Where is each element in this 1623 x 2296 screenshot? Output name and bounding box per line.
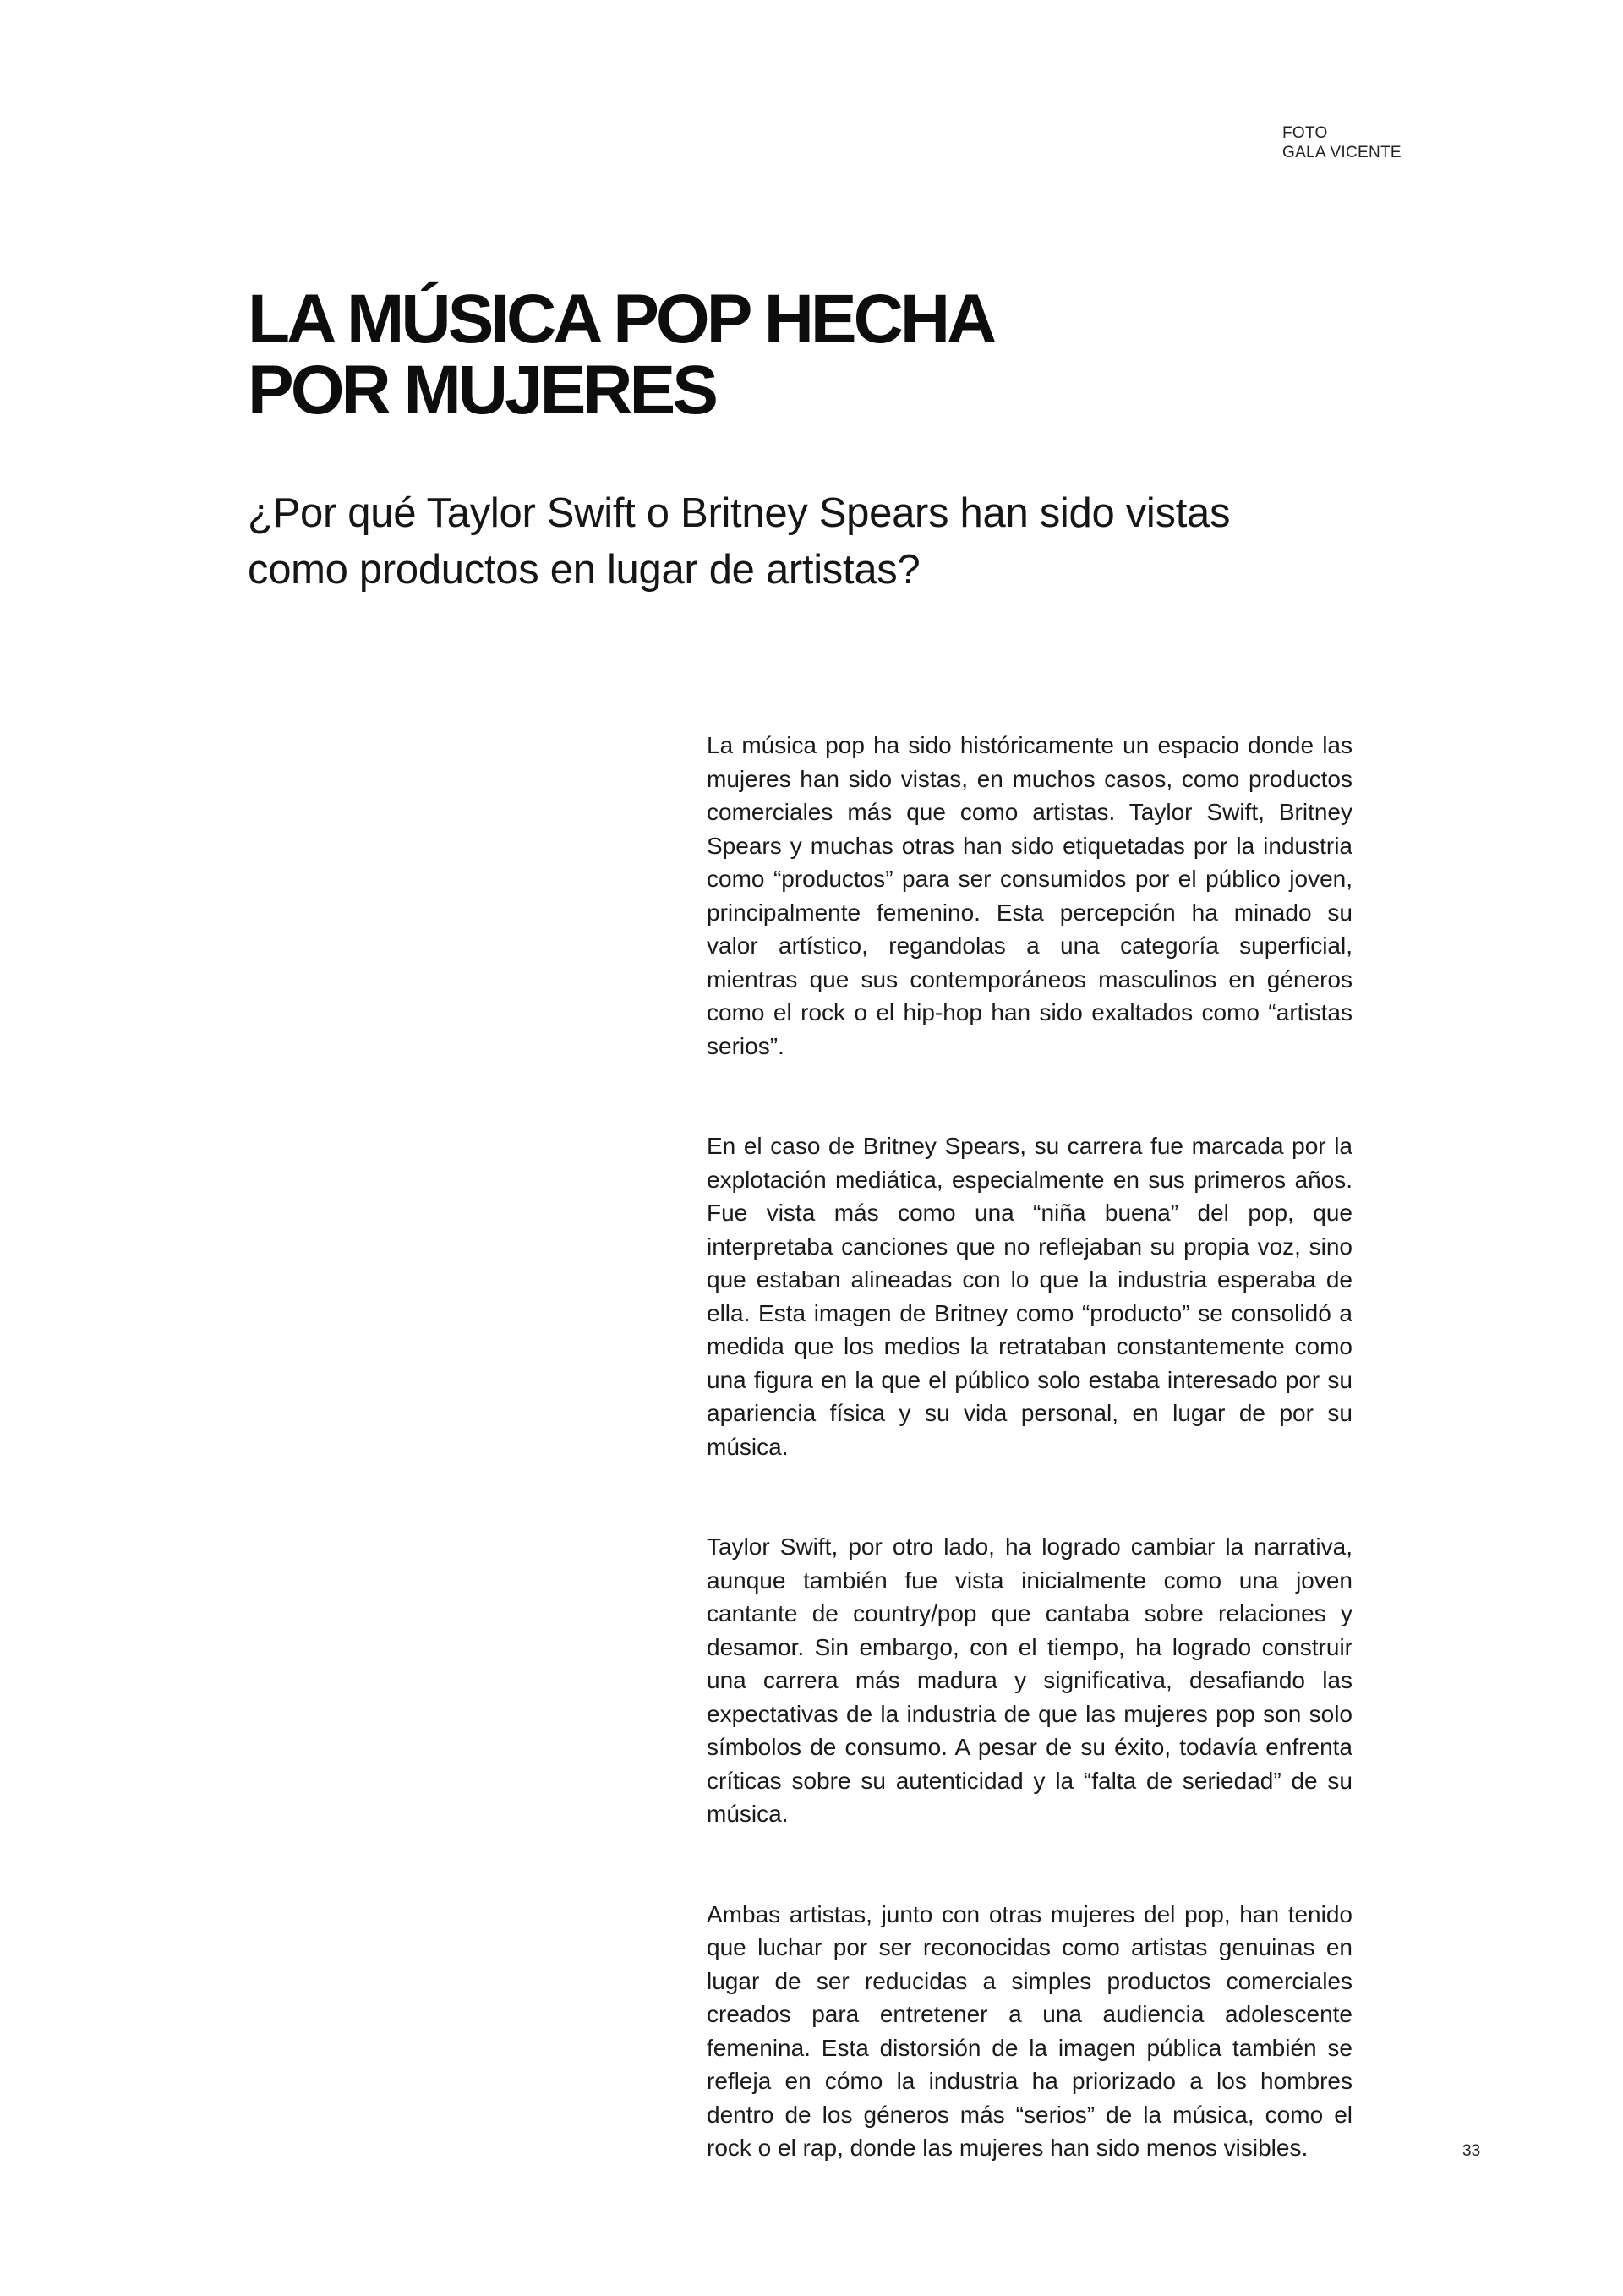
photo-credit-name: GALA VICENTE [1282,144,1402,161]
photo-credit [1282,123,1402,162]
article-paragraph-1: La música pop ha sido históricamente un espacio donde las mujeres han sido vistas, en muchos casos, como productos comerciales más que como artistas. Taylor Swift, Britney Spears y muchas otras han sido etiquetadas por la industria como “productos” para ser consumidos por el público joven, principalmente femenino. Esta percepción ha minado su valor artístico, regandolas a una categoría superficial, mientras que sus contemporáneos masculinos en géneros como el rock o el hip-hop han sido exaltados como “artistas serios”. [707,732,1352,1059]
article-body [707,729,1352,2232]
article-title-line-2: POR MUJERES [248,352,715,429]
page-number: 33 [1462,2142,1481,2160]
article-title-line-1: LA MÚSICA POP HECHA [248,281,994,358]
photo-credit-label: FOTO [1282,124,1328,142]
article-title [248,281,1347,429]
article-paragraph-2: En el caso de Britney Spears, su carrera fue marcada por la explotación mediática, especialmente en sus primeros años. Fue vista más como una “niña buena” del pop, que interpretaba canciones que no reflejaban su propia voz, sino que estaban alineadas con lo que la industria esperaba de ella. Esta imagen de Britney como “producto” se consolidó a medida que los medios la retrataban constantemente como una figura en la que el público solo estaba interesado por su apariencia física y su vida personal, en lugar de por su música. [707,1133,1352,1460]
article-paragraph-4: Ambas artistas, junto con otras mujeres del pop, han tenido que luchar por ser reconocidas como artistas genuinas en lugar de ser reducidas a simples productos comerciales creados para entretener a una audiencia adolescente femenina. Esta distorsión de la imagen pública también se refleja en cómo la industria ha priorizado a los hombres dentro de los géneros más “serios” de la música, como el rock o el rap, donde las mujeres han sido menos visibles. [707,1900,1352,2161]
article-subtitle-line-2: como productos en lugar de artistas? [248,547,921,593]
article-paragraph-3: Taylor Swift, por otro lado, ha logrado cambiar la narrativa, aunque también fue vista inicialmente como una joven cantante de country/pop que cantaba sobre relaciones y desamor. Sin embargo, con el tiempo, ha logrado construir una carrera más madura y significativa, desafiando las expectativas de la industria de que las mujeres pop son solo símbolos de consumo. A pesar de su éxito, todavía enfrenta críticas sobre su autenticidad y la “falta de seriedad” de su música. [707,1533,1352,1827]
article-subtitle-line-1: ¿Por qué Taylor Swift o Britney Spears han sido vistas [248,490,1231,536]
article-subtitle [248,485,1431,599]
